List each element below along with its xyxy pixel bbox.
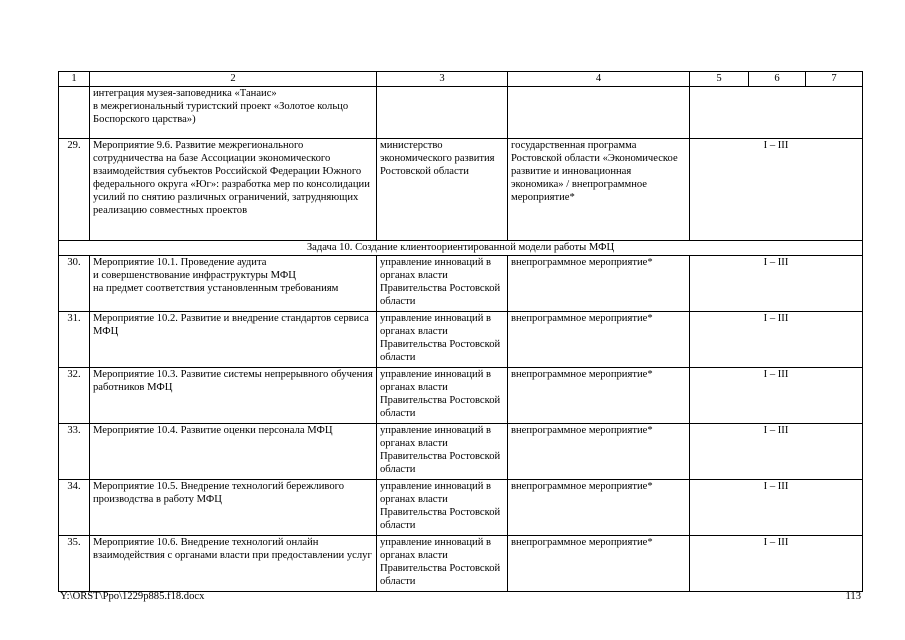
column-number: 6	[749, 72, 806, 87]
period-cell: I – III	[690, 480, 863, 536]
column-number: 7	[806, 72, 863, 87]
activity-cell: Мероприятие 10.2. Развитие и внедрение стандартов сервиса МФЦ	[90, 312, 377, 368]
period-cell: I – III	[690, 536, 863, 592]
file-path-footer: Y:\ORST\Ppo\1229p885.f18.docx	[60, 591, 205, 602]
task-heading-row	[59, 241, 863, 256]
program-cell: внепрограммное мероприятие*	[508, 256, 690, 312]
activity-cell: интеграция музея-заповедника «Танаис» в межрегиональный туристский проект «Золотое кольцо Боспорского царства»)	[90, 87, 377, 139]
period-cell: I – III	[690, 312, 863, 368]
program-cell: внепрограммное мероприятие*	[508, 312, 690, 368]
executor-cell: управление инноваций в органах власти Правительства Ростовской области	[377, 312, 508, 368]
table-row	[59, 139, 863, 241]
task-heading: Задача 10. Создание клиентоориентированной модели работы МФЦ	[59, 241, 863, 256]
table-row	[59, 536, 863, 592]
row-number: 29.	[59, 139, 90, 241]
column-number: 1	[59, 72, 90, 87]
activity-cell: Мероприятие 10.4. Развитие оценки персонала МФЦ	[90, 424, 377, 480]
period-cell	[690, 87, 863, 139]
program-cell: внепрограммное мероприятие*	[508, 480, 690, 536]
period-cell: I – III	[690, 368, 863, 424]
executor-cell	[377, 87, 508, 139]
activity-cell: Мероприятие 10.1. Проведение аудита и совершенствование инфраструктуры МФЦ на предмет соответствия установленным требованиям	[90, 256, 377, 312]
row-number: 34.	[59, 480, 90, 536]
program-cell: внепрограммное мероприятие*	[508, 536, 690, 592]
table-row-continuation	[59, 87, 863, 139]
executor-cell: управление инноваций в органах власти Правительства Ростовской области	[377, 256, 508, 312]
activity-cell: Мероприятие 10.5. Внедрение технологий бережливого производства в работу МФЦ	[90, 480, 377, 536]
column-number: 2	[90, 72, 377, 87]
page-number: 113	[845, 591, 861, 602]
row-number: 35.	[59, 536, 90, 592]
program-cell	[508, 87, 690, 139]
activity-cell: Мероприятие 9.6. Развитие межрегионального сотрудничества на базе Ассоциации экономического взаимодействия субъектов Российской Федерации Южного федерального округа «Юг»: разработка мер по консолидации усилий по снятию различных ограничений, затрудняющих реализацию совместных проектов	[90, 139, 377, 241]
period-cell: I – III	[690, 256, 863, 312]
program-cell: государственная программа Ростовской области «Экономическое развитие и инновационная экономика» / внепрограммное мероприятие*	[508, 139, 690, 241]
column-number: 4	[508, 72, 690, 87]
period-cell: I – III	[690, 139, 863, 241]
activity-cell: Мероприятие 10.6. Внедрение технологий онлайн взаимодействия с органами власти при предоставлении услуг	[90, 536, 377, 592]
row-number: 33.	[59, 424, 90, 480]
table-row	[59, 480, 863, 536]
row-number: 32.	[59, 368, 90, 424]
period-cell: I – III	[690, 424, 863, 480]
row-number: 30.	[59, 256, 90, 312]
program-cell: внепрограммное мероприятие*	[508, 424, 690, 480]
table-row	[59, 368, 863, 424]
table-row	[59, 424, 863, 480]
column-number: 3	[377, 72, 508, 87]
row-number: 31.	[59, 312, 90, 368]
executor-cell: управление инноваций в органах власти Правительства Ростовской области	[377, 368, 508, 424]
column-number-row	[59, 72, 863, 87]
executor-cell: управление инноваций в органах власти Правительства Ростовской области	[377, 480, 508, 536]
table-row	[59, 312, 863, 368]
executor-cell: министерство экономического развития Ростовской области	[377, 139, 508, 241]
table-row	[59, 256, 863, 312]
activity-cell: Мероприятие 10.3. Развитие системы непрерывного обучения работников МФЦ	[90, 368, 377, 424]
executor-cell: управление инноваций в органах власти Правительства Ростовской области	[377, 536, 508, 592]
activities-table	[58, 71, 863, 592]
column-number: 5	[690, 72, 749, 87]
program-cell: внепрограммное мероприятие*	[508, 368, 690, 424]
row-number	[59, 87, 90, 139]
executor-cell: управление инноваций в органах власти Правительства Ростовской области	[377, 424, 508, 480]
